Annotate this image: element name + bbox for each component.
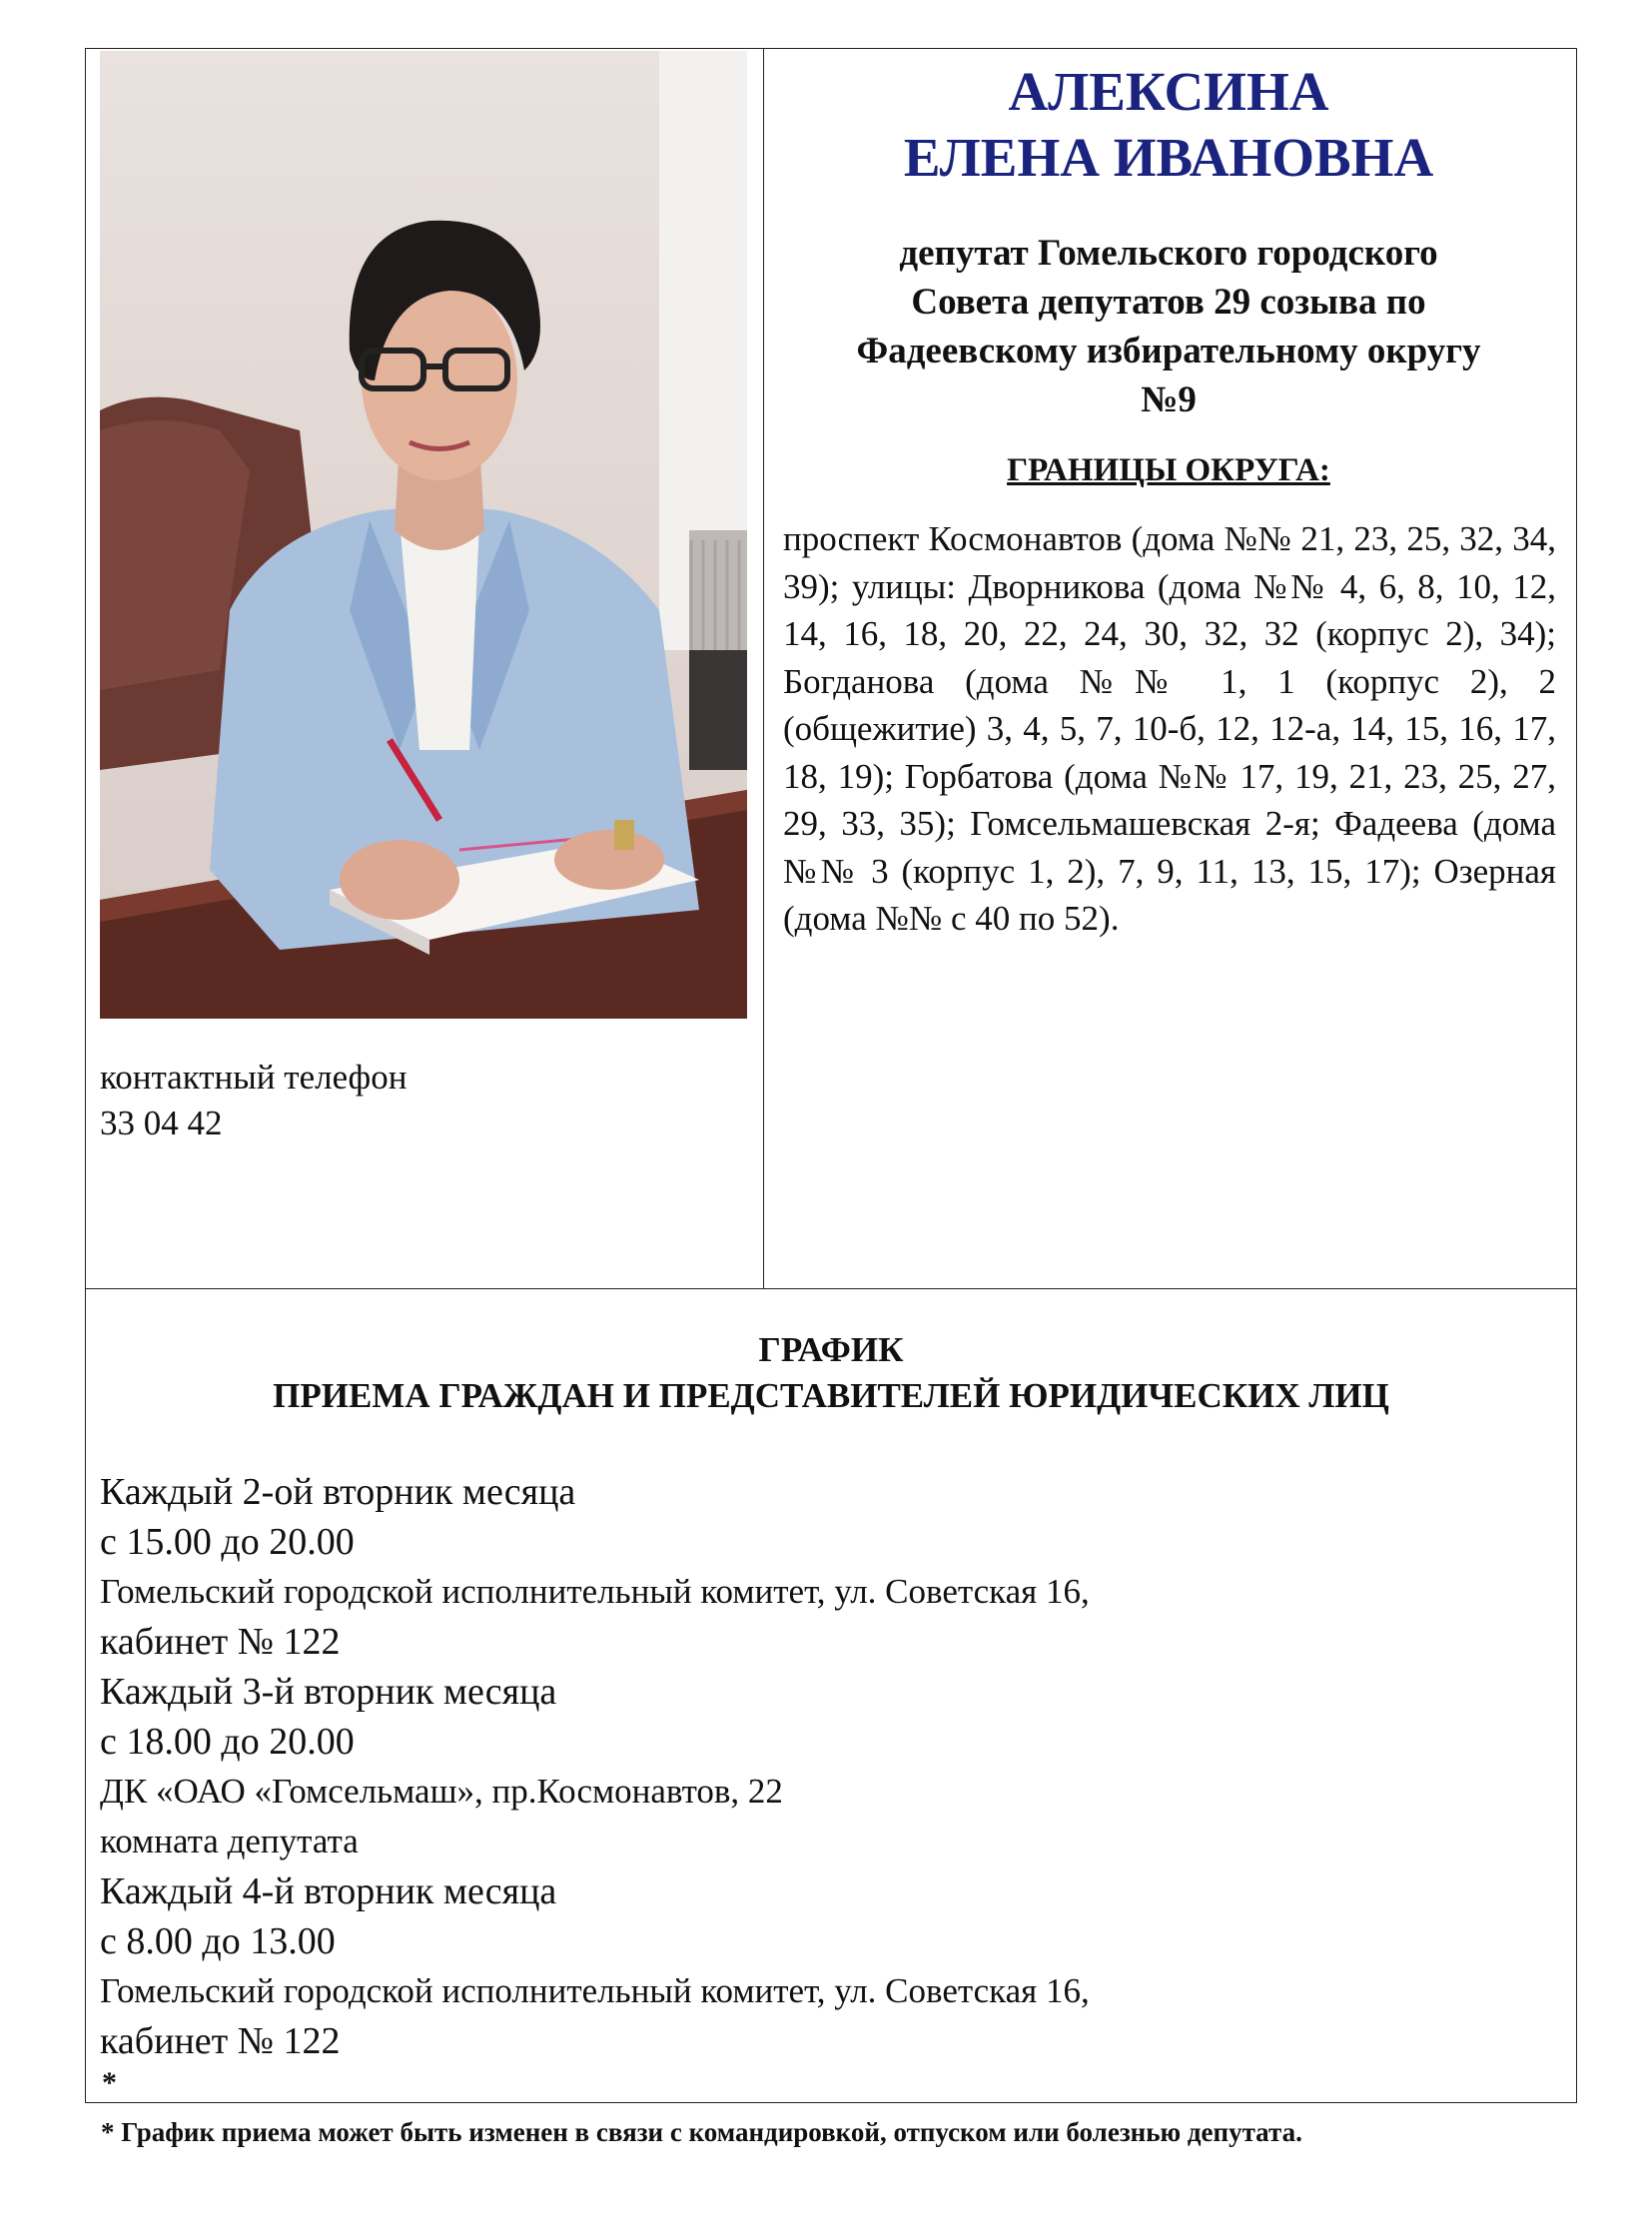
schedule-room: комната депутата — [100, 1822, 359, 1860]
portrait-photo — [100, 51, 747, 1019]
deputy-info — [775, 49, 1562, 943]
schedule-time: с 15.00 до 20.00 — [100, 1521, 355, 1563]
position-line: депутат Гомельского городского — [899, 233, 1438, 274]
district-bounds-title: ГРАНИЦЫ ОКРУГА: — [1007, 452, 1330, 488]
footnote: * График приема может быть изменен в связи с командировкой, отпуском или болезнью депутата. — [101, 2117, 1302, 2147]
schedule-footnote-marker: * — [102, 2066, 117, 2099]
profile-section — [86, 49, 1576, 1289]
schedule-day: Каждый 4-й вторник месяца — [100, 1870, 557, 1912]
schedule-day: Каждый 3-й вторник месяца — [100, 1671, 557, 1713]
position-line: Совета депутатов 29 созыва по — [911, 282, 1426, 323]
document-sheet — [85, 48, 1577, 2103]
district-bounds-text: проспект Космонавтов (дома №№ 21, 23, 25, 32, 34, 39); улицы: Дворникова (дома №№ 4, 6, 8, 10, 12, 14, 16, 18, 20, 22, 24, 30, 32, 32 (корпус 2), 34); Богданова (дома №№ 1, 1 (корпус 2), 2 (общежитие) 3, 4, 5, 7, 10-б, 12, 12-а, 14, 15, 16, 17, 18, 19); Горбатова (дома №№ 17, 19, 21, 23, 25, 27, 29, 33, 35); Гомсельмашевская 2-я; Фадеева (дома №№ 3 (корпус 1, 2), 7, 9, 11, 13, 15, 17); Озерная (дома №№ с 40 по 52). — [783, 519, 1556, 938]
deputy-surname: АЛЕКСИНА — [1008, 61, 1329, 122]
schedule-entry — [100, 1467, 1090, 1667]
deputy-position — [775, 229, 1562, 424]
schedule-entry — [100, 1667, 1090, 1866]
schedule-title-line: ГРАФИК — [758, 1330, 904, 1369]
schedule-day: Каждый 2-ой вторник месяца — [100, 1471, 576, 1513]
schedule-time: с 8.00 до 13.00 — [100, 1920, 336, 1962]
schedule-room: кабинет № 122 — [100, 2020, 341, 2062]
contact-phone: 33 04 42 — [100, 1104, 223, 1142]
schedule-title-line: ПРИЕМА ГРАЖДАН И ПРЕДСТАВИТЕЛЕЙ ЮРИДИЧЕСКИХ ЛИЦ — [273, 1376, 1389, 1415]
schedule-time: с 18.00 до 20.00 — [100, 1721, 355, 1763]
schedule-place: Гомельский городской исполнительный комитет, ул. Советская 16, — [100, 1971, 1090, 2010]
schedule-room: кабинет № 122 — [100, 1621, 341, 1663]
schedule-list — [100, 1467, 1090, 2066]
contact-label: контактный телефон — [100, 1058, 408, 1097]
deputy-given-names: ЕЛЕНА ИВАНОВНА — [903, 127, 1434, 188]
schedule-place: ДК «ОАО «Гомсельмаш», пр.Космонавтов, 22 — [100, 1772, 783, 1811]
position-line: №9 — [1141, 379, 1197, 420]
column-divider — [763, 49, 764, 1288]
schedule-place: Гомельский городской исполнительный комитет, ул. Советская 16, — [100, 1572, 1090, 1611]
position-line: Фадеевскому избирательному округу — [856, 331, 1481, 371]
schedule-entry — [100, 1866, 1090, 2066]
schedule-title — [86, 1327, 1576, 1419]
deputy-name — [775, 59, 1562, 191]
